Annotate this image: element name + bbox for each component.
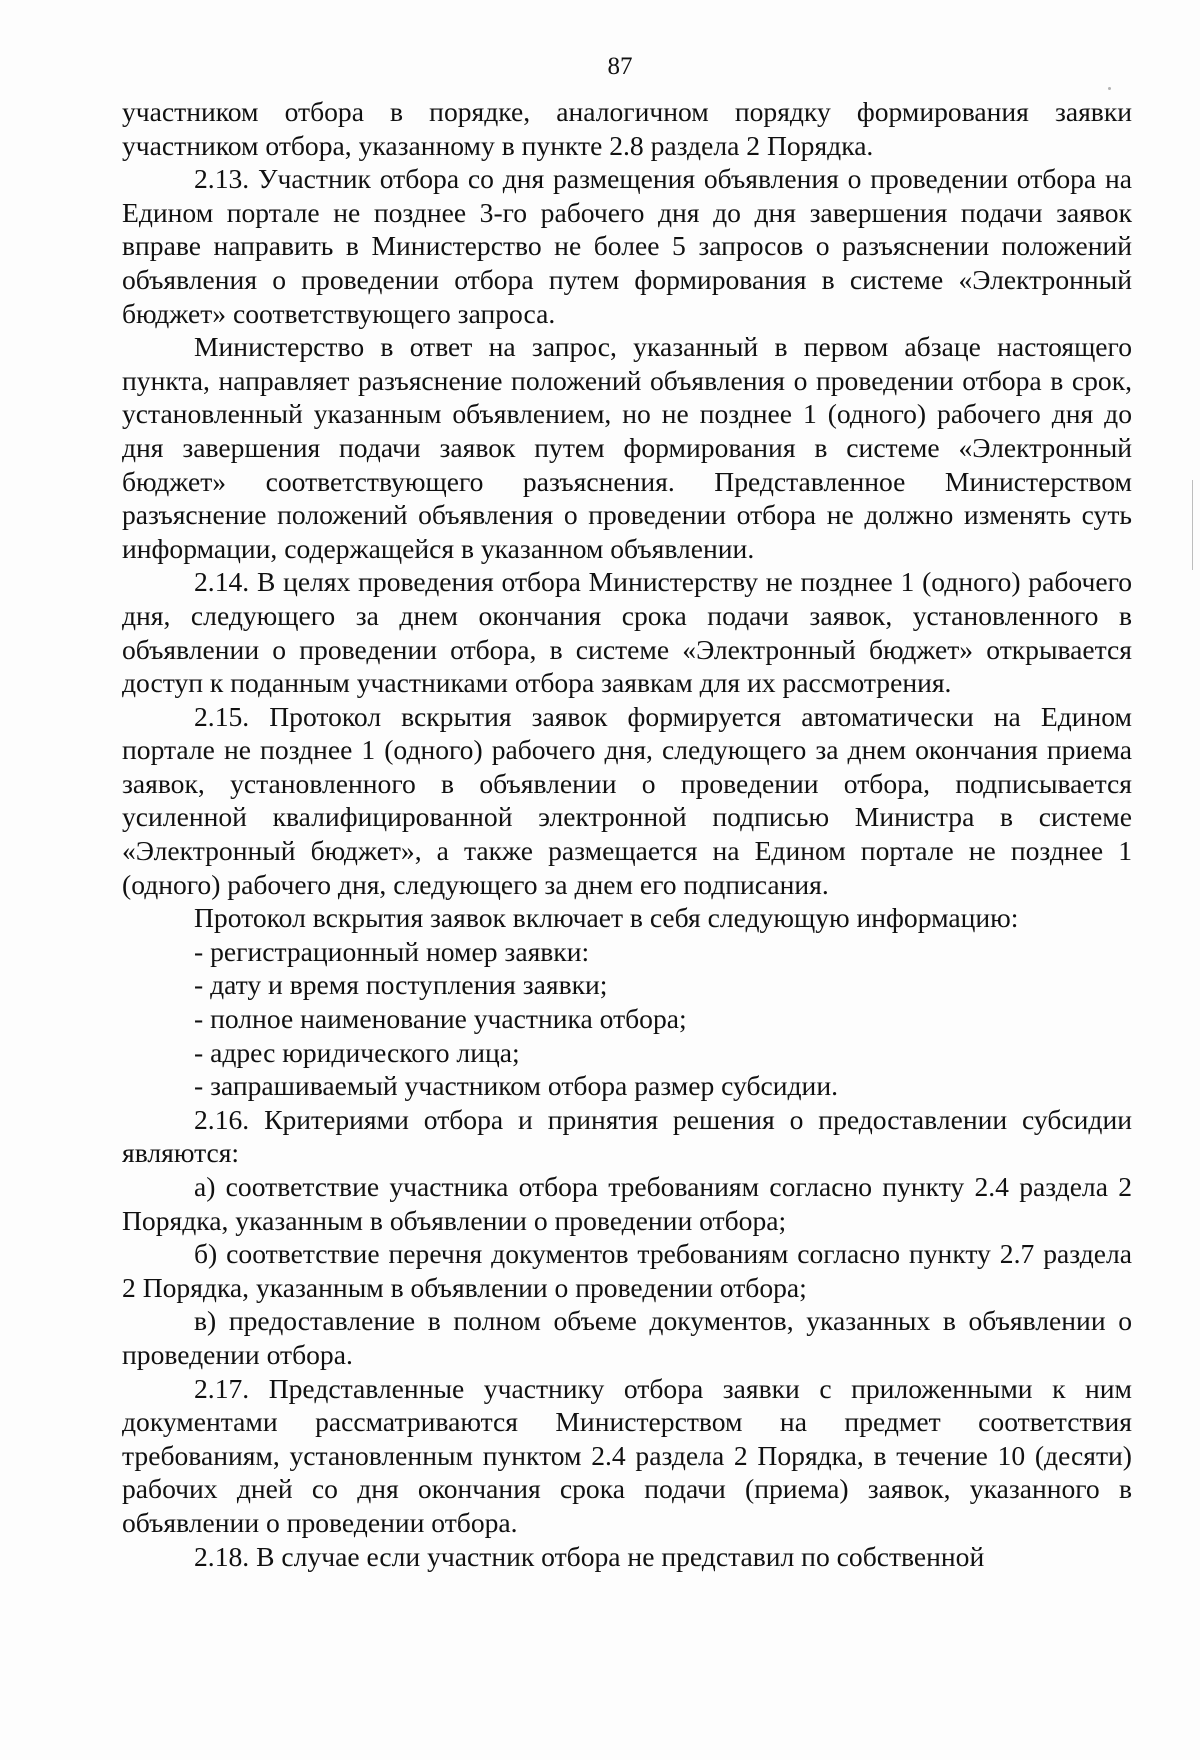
document-body bbox=[122, 95, 1132, 1573]
list-item: - запрашиваемый участником отбора размер субсидии. bbox=[194, 1070, 838, 1102]
scan-artifact-dot bbox=[1108, 87, 1111, 90]
paragraph: 2.16. Критериями отбора и принятия решения о предоставлении субсидии являются: bbox=[122, 1103, 1132, 1169]
list-item: - регистрационный номер заявки: bbox=[194, 935, 590, 967]
paragraph: 2.15. Протокол вскрытия заявок формируется автоматически на Едином портале не позднее 1 (одного) рабочего дня, следующего за днем окончания приема заявок, установленного в объявлении о проведении отбора, подписывается усиленной квалифицированной электронной подписью Министра в системе «Электронный бюджет», а также размещается на Едином портале не позднее 1 (одного) рабочего дня, следующего за днем его подписания. bbox=[122, 700, 1132, 900]
page-number: 87 bbox=[607, 53, 633, 80]
scan-artifact-line bbox=[1192, 480, 1193, 570]
list-item: - дату и время поступления заявки; bbox=[194, 969, 608, 1001]
paragraph: Протокол вскрытия заявок включает в себя следующую информацию: bbox=[194, 902, 1019, 934]
criteria-item: б) соответствие перечня документов требованиям согласно пункту 2.7 раздела 2 Порядка, указанным в объявлении о проведении отбора; bbox=[122, 1238, 1132, 1303]
paragraph: 2.13. Участник отбора со дня размещения объявления о проведении отбора на Едином портале не позднее 3-го рабочего дня до дня завершения подачи заявок вправе направить в Министерство не более 5 запросов о разъяснении положений объявления о проведении отбора путем формирования в системе «Электронный бюджет» соответствующего запроса. bbox=[122, 163, 1132, 329]
list-item: - адрес юридического лица; bbox=[194, 1036, 520, 1068]
paragraph: 2.18. В случае если участник отбора не представил по собственной bbox=[194, 1540, 985, 1572]
paragraph: участником отбора в порядке, аналогичном порядку формирования заявки участником отбора, указанному в пункте 2.8 раздела 2 Порядка. bbox=[122, 96, 1132, 161]
paragraph: 2.14. В целях проведения отбора Министерству не позднее 1 (одного) рабочего дня, следующего за днем окончания срока подачи заявок, установленного в объявлении о проведении отбора, в системе «Электронный бюджет» открывается доступ к поданным участниками отбора заявкам для их рассмотрения. bbox=[122, 566, 1132, 699]
paragraph: 2.17. Представленные участнику отбора заявки с приложенными к ним документами рассматриваются Министерством на предмет соответствия требованиям, установленным пунктом 2.4 раздела 2 Порядка, в течение 10 (десяти) рабочих дней со дня окончания срока подачи (приема) заявок, указанного в объявлении о проведении отбора. bbox=[122, 1372, 1132, 1538]
criteria-item: а) соответствие участника отбора требованиям согласно пункту 2.4 раздела 2 Порядка, указанным в объявлении о проведении отбора; bbox=[122, 1171, 1132, 1236]
criteria-item: в) предоставление в полном объеме документов, указанных в объявлении о проведении отбора. bbox=[122, 1305, 1132, 1370]
list-item: - полное наименование участника отбора; bbox=[194, 1003, 687, 1035]
paragraph: Министерство в ответ на запрос, указанный в первом абзаце настоящего пункта, направляет разъяснение положений объявления о проведении отбора в срок, установленный указанным объявлением, но не позднее 1 (одного) рабочего дня до дня завершения подачи заявок путем формирования в системе «Электронный бюджет» соответствующего разъяснения. Представленное Министерством разъяснение положений объявления о проведении отбора не должно изменять суть информации, содержащейся в указанном объявлении. bbox=[122, 331, 1132, 564]
